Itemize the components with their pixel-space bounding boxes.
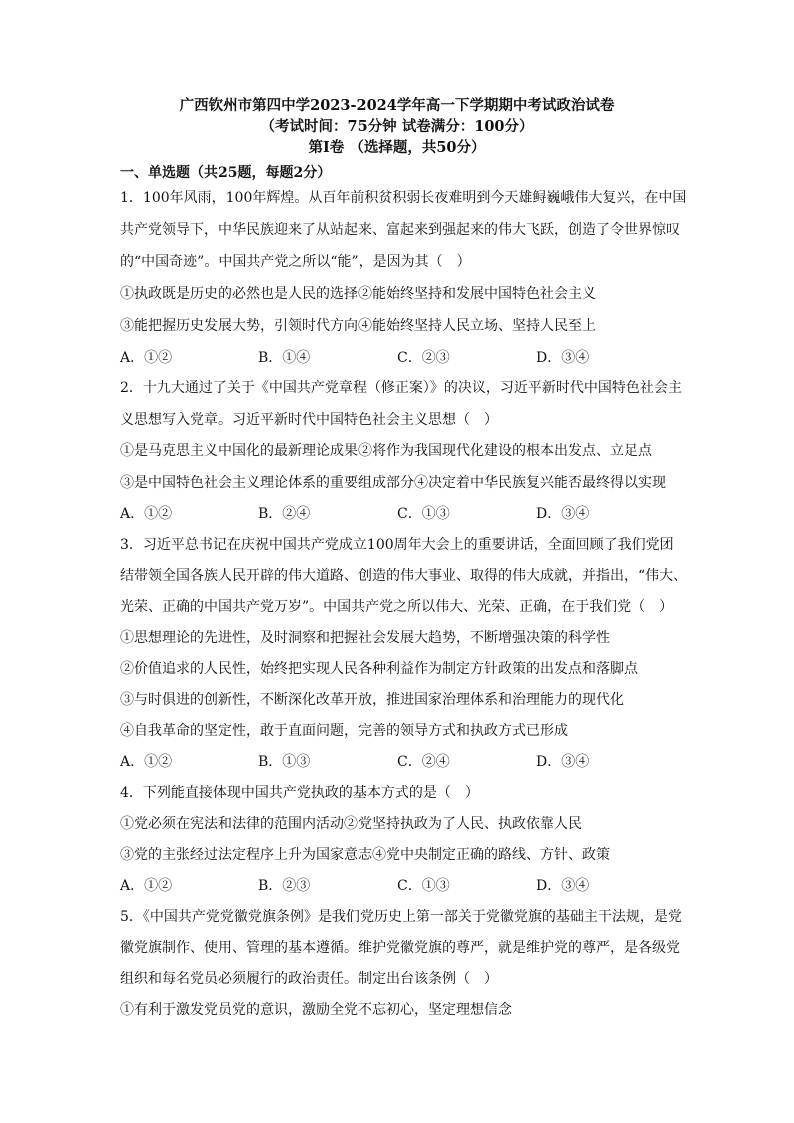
- question-1-statement: ③能把握历史发展大势，引领时代方向④能始终坚持人民立场、坚持人民至上: [120, 318, 596, 334]
- question-2-option-b: B．②④: [258, 506, 311, 522]
- volume-heading: 第Ⅰ卷 （选择题，共50分）: [308, 139, 486, 156]
- question-1-option-d: D．③④: [536, 350, 590, 366]
- question-2-statement: ①是马克思主义中国化的最新理论成果②将作为我国现代化建设的根本出发点、立足点: [120, 443, 652, 459]
- question-4-stem-line: 4．下列能直接体现中国共产党执政的基本方式的是（ ）: [120, 785, 479, 801]
- question-1-stem-line: 1．100年风雨，100年辉煌。从百年前积贫积弱长夜难明到今天雄鲟巍峨伟大复兴，在中国: [120, 190, 687, 206]
- section-heading: 一、单选题（共25题，每题2分）: [120, 165, 332, 181]
- question-1-statement: ①执政既是历史的必然也是人民的选择②能始终坚持和发展中国特色社会主义: [120, 286, 596, 302]
- question-4-statement: ③党的主张经过法定程序上升为国家意志④党中央制定正确的路线、方针、政策: [120, 847, 610, 863]
- question-2-stem-line: 义思想写入党章。习近平新时代中国特色社会主义思想（ ）: [120, 412, 498, 428]
- question-3-option-a: A．①②: [120, 754, 173, 770]
- question-5-stem-line: 徽党旗制作、使用、管理的基本遵循。维护党徽党旗的尊严，就是维护党的尊严，是各级党: [120, 940, 680, 956]
- question-1-option-c: C．②③: [397, 350, 450, 366]
- exam-title: 广西钦州市第四中学2023-2024学年高一下学期期中考试政治试卷: [179, 97, 615, 114]
- question-1-stem-line: 共产党领导下，中华民族迎来了从站起来、富起来到强起来的伟大飞跃，创造了令世界惊叹: [120, 222, 680, 238]
- question-3-statement: ③与时俱进的创新性，不断深化改革开放，推进国家治理体系和治理能力的现代化: [120, 692, 624, 708]
- question-3-option-c: C．②④: [397, 754, 450, 770]
- question-4-option-d: D．③④: [536, 878, 590, 894]
- question-3-statement: ④自我革命的坚定性，敢于直面问题，完善的领导方式和执政方式已形成: [120, 723, 568, 739]
- question-3-stem-line: 光荣、正确的中国共产党万岁”。中国共产党之所以伟大、光荣、正确，在于我们党（ ）: [120, 599, 674, 615]
- question-1-option-b: B．①④: [258, 350, 311, 366]
- question-3-stem-line: 3．习近平总书记在庆祝中国共产党成立100周年大会上的重要讲话，全面回顾了我们党团: [120, 537, 674, 553]
- question-3-option-d: D．③④: [536, 754, 590, 770]
- question-1-option-a: A．①②: [120, 350, 173, 366]
- question-3-option-b: B．①③: [258, 754, 311, 770]
- question-2-statement: ③是中国特色社会主义理论体系的重要组成部分④决定着中华民族复兴能否最终得以实现: [120, 475, 666, 491]
- exam-info: （考试时间：75分钟 试卷满分：100分）: [260, 118, 534, 135]
- question-4-option-c: C．①③: [397, 878, 450, 894]
- question-2-option-c: C．①③: [397, 506, 450, 522]
- question-4-option-a: A．①②: [120, 878, 173, 894]
- question-5-stem-line: 5．《中国共产党党徽党旗条例》是我们党历史上第一部关于党徽党旗的基础主干法规，是党: [120, 909, 682, 925]
- question-3-statement: ②价值追求的人民性，始终把实现人民各种利益作为制定方针政策的出发点和落脚点: [120, 661, 638, 677]
- question-1-stem-line: 的“中国奇迹”。中国共产党之所以“能”，是因为其（ ）: [120, 254, 471, 270]
- question-3-stem-line: 结带领全国各族人民开辟的伟大道路、创造的伟大事业、取得的伟大成就，并指出，“伟大、: [120, 568, 688, 584]
- question-2-stem-line: 2．十九大通过了关于《中国共产党章程（修正案）》的决议，习近平新时代中国特色社会主: [120, 380, 682, 396]
- question-2-option-d: D．③④: [536, 506, 590, 522]
- question-4-option-b: B．②③: [258, 878, 311, 894]
- question-5-statement: ①有利于激发党员党的意识，激励全党不忘初心，坚定理想信念: [120, 1002, 512, 1018]
- question-3-statement: ①思想理论的先进性，及时洞察和把握社会发展大趋势，不断增强决策的科学性: [120, 630, 610, 646]
- question-5-stem-line: 组织和每名党员必须履行的政治责任。制定出台该条例（ ）: [120, 971, 498, 987]
- question-2-option-a: A．①②: [120, 506, 173, 522]
- question-4-statement: ①党必须在宪法和法律的范围内活动②党坚持执政为了人民、执政依靠人民: [120, 816, 582, 832]
